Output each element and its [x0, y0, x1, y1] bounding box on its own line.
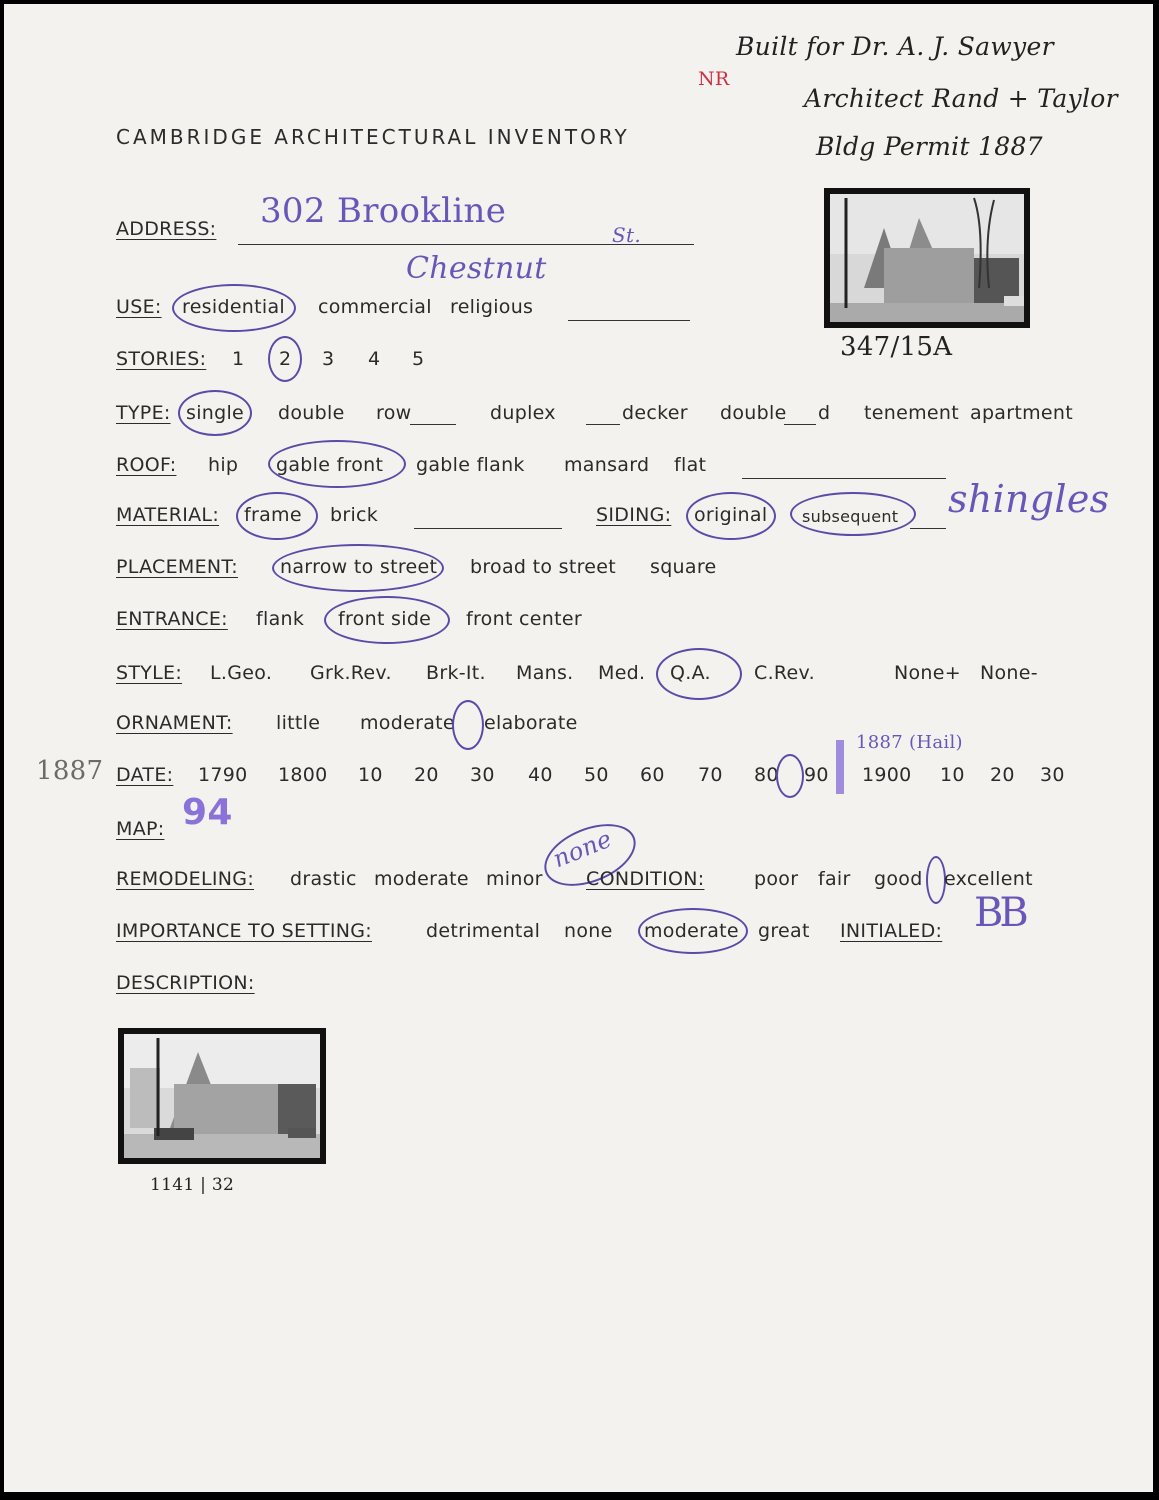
selection-circle-subsequent: [790, 492, 916, 536]
selection-circle-stories: [268, 336, 302, 382]
stories-option-2: 2: [279, 348, 292, 370]
double-d-line: [784, 424, 816, 425]
date-option-70: 70: [698, 764, 723, 786]
entrance-option-flank: flank: [256, 608, 305, 630]
style-option-grkrev: Grk.Rev.: [310, 662, 392, 684]
decker-line: [586, 424, 620, 425]
style-option-qa: Q.A.: [670, 662, 711, 684]
material-other-line: [414, 528, 562, 529]
type-option-row: row: [376, 402, 412, 424]
address-suffix: St.: [612, 223, 641, 247]
initialed-label: INITIALED:: [840, 920, 943, 942]
date-option-40: 40: [528, 764, 553, 786]
material-option-brick: brick: [330, 504, 379, 526]
nr-mark: NR: [698, 68, 730, 90]
date-highlighter-mark: [836, 740, 844, 794]
style-option-brkit: Brk-It.: [426, 662, 486, 684]
material-option-frame: frame: [244, 504, 302, 526]
date-option-50: 50: [584, 764, 609, 786]
ornament-option-little: little: [276, 712, 321, 734]
roof-option-flat: flat: [674, 454, 707, 476]
type-option-double: double: [278, 402, 345, 424]
building-photo-2: [118, 1028, 326, 1164]
date-option-1920: 20: [990, 764, 1015, 786]
type-option-tenement: tenement: [864, 402, 959, 424]
siding-option-original: original: [694, 504, 768, 526]
remodeling-option-moderate: moderate: [374, 868, 469, 890]
initials-value: BB: [974, 890, 1025, 936]
importance-label: IMPORTANCE TO SETTING:: [116, 920, 372, 942]
ornament-option-moderate: moderate: [360, 712, 455, 734]
map-label: MAP:: [116, 818, 165, 840]
stories-option-4: 4: [368, 348, 381, 370]
placement-option-broad: broad to street: [470, 556, 617, 578]
selection-circle-frame: [236, 492, 318, 540]
street-alt: Chestnut: [406, 251, 547, 286]
use-option-religious: religious: [450, 296, 534, 318]
type-label: TYPE:: [116, 402, 171, 424]
date-option-1790: 1790: [198, 764, 248, 786]
photo-2-ref: 1141 | 32: [150, 1175, 235, 1195]
roof-other-line: [742, 478, 946, 479]
date-option-20: 20: [414, 764, 439, 786]
stories-option-5: 5: [412, 348, 425, 370]
address-label: ADDRESS:: [116, 218, 217, 240]
date-option-1910: 10: [940, 764, 965, 786]
date-margin-note: 1887: [36, 756, 104, 786]
roof-option-hip: hip: [208, 454, 239, 476]
selection-circle-front-side: [324, 596, 450, 644]
condition-option-fair: fair: [818, 868, 851, 890]
selection-circle-original: [686, 492, 776, 540]
map-value: 94: [182, 792, 233, 833]
date-option-1900: 1900: [862, 764, 912, 786]
placement-option-narrow: narrow to street: [280, 556, 438, 578]
type-option-single: single: [186, 402, 245, 424]
inventory-form-sheet: [4, 4, 1153, 1492]
entrance-option-front-center: front center: [466, 608, 582, 630]
selection-circle-residential: [172, 284, 296, 332]
siding-option-subsequent: subsequent: [802, 507, 899, 526]
roof-label: ROOF:: [116, 454, 177, 476]
selection-mark-condition: [926, 856, 946, 904]
date-option-60: 60: [640, 764, 665, 786]
style-option-mans: Mans.: [516, 662, 574, 684]
importance-option-great: great: [758, 920, 810, 942]
date-option-80: 80: [754, 764, 779, 786]
placement-label: PLACEMENT:: [116, 556, 238, 578]
condition-option-excellent: excellent: [944, 868, 1033, 890]
siding-label: SIDING:: [596, 504, 672, 526]
style-option-crev: C.Rev.: [754, 662, 815, 684]
date-option-1800: 1800: [278, 764, 328, 786]
type-option-double-d: double: [720, 402, 787, 424]
roof-option-mansard: mansard: [564, 454, 650, 476]
roof-option-gable-flank: gable flank: [416, 454, 525, 476]
stories-option-3: 3: [322, 348, 335, 370]
importance-option-none: none: [564, 920, 613, 942]
selection-circle-single: [178, 390, 252, 436]
material-label: MATERIAL:: [116, 504, 220, 526]
importance-option-detrimental: detrimental: [426, 920, 541, 942]
style-option-lgeo: L.Geo.: [210, 662, 273, 684]
date-option-30: 30: [470, 764, 495, 786]
date-label: DATE:: [116, 764, 174, 786]
form-title: CAMBRIDGE ARCHITECTURAL INVENTORY: [116, 125, 630, 149]
description-label: DESCRIPTION:: [116, 972, 255, 994]
ornament-option-elaborate: elaborate: [484, 712, 578, 734]
stories-option-1: 1: [232, 348, 245, 370]
use-label: USE:: [116, 296, 162, 318]
date-option-1930: 30: [1040, 764, 1065, 786]
siding-value: shingles: [948, 477, 1110, 521]
condition-label: CONDITION:: [586, 868, 705, 890]
type-option-decker: decker: [622, 402, 688, 424]
siding-other-line: [910, 528, 946, 529]
date-option-10: 10: [358, 764, 383, 786]
row-line: [410, 424, 456, 425]
remodeling-option-minor: minor: [486, 868, 543, 890]
style-option-med: Med.: [598, 662, 646, 684]
style-option-none-minus: None-: [980, 662, 1038, 684]
date-note: 1887 (Hail): [856, 732, 963, 753]
roof-option-gable-front: gable front: [276, 454, 384, 476]
style-label: STYLE:: [116, 662, 183, 684]
type-option-d: d: [818, 402, 831, 424]
photo-1-ref: 347/15A: [840, 332, 953, 362]
date-option-90: 90: [804, 764, 829, 786]
address-value: 302 Brookline: [260, 191, 507, 231]
importance-option-moderate: moderate: [644, 920, 739, 942]
stories-label: STORIES:: [116, 348, 207, 370]
condition-option-good: good: [874, 868, 923, 890]
selection-mark-ornament: [452, 700, 484, 750]
selection-circle-qa: [656, 648, 742, 700]
built-for-note: Built for Dr. A. J. Sawyer: [736, 32, 1054, 61]
style-option-none-plus: None+: [894, 662, 961, 684]
placement-option-square: square: [650, 556, 717, 578]
remodeling-option-drastic: drastic: [290, 868, 357, 890]
selection-mark-date: [776, 754, 804, 798]
permit-note: Bldg Permit 1887: [816, 132, 1043, 161]
remodeling-label: REMODELING:: [116, 868, 255, 890]
remodeling-value: none: [548, 824, 616, 874]
entrance-label: ENTRANCE:: [116, 608, 228, 630]
architect-note: Architect Rand + Taylor: [804, 84, 1118, 113]
type-option-duplex: duplex: [490, 402, 556, 424]
use-option-residential: residential: [182, 296, 286, 318]
type-option-apartment: apartment: [970, 402, 1073, 424]
selection-circle-gable-front: [268, 440, 406, 488]
use-option-commercial: commercial: [318, 296, 432, 318]
condition-option-poor: poor: [754, 868, 799, 890]
building-photo-1: [824, 188, 1030, 328]
entrance-option-front-side: front side: [338, 608, 432, 630]
selection-circle-narrow: [272, 544, 444, 592]
use-other-line: [568, 320, 690, 321]
selection-circle-importance: [638, 908, 748, 954]
ornament-label: ORNAMENT:: [116, 712, 233, 734]
